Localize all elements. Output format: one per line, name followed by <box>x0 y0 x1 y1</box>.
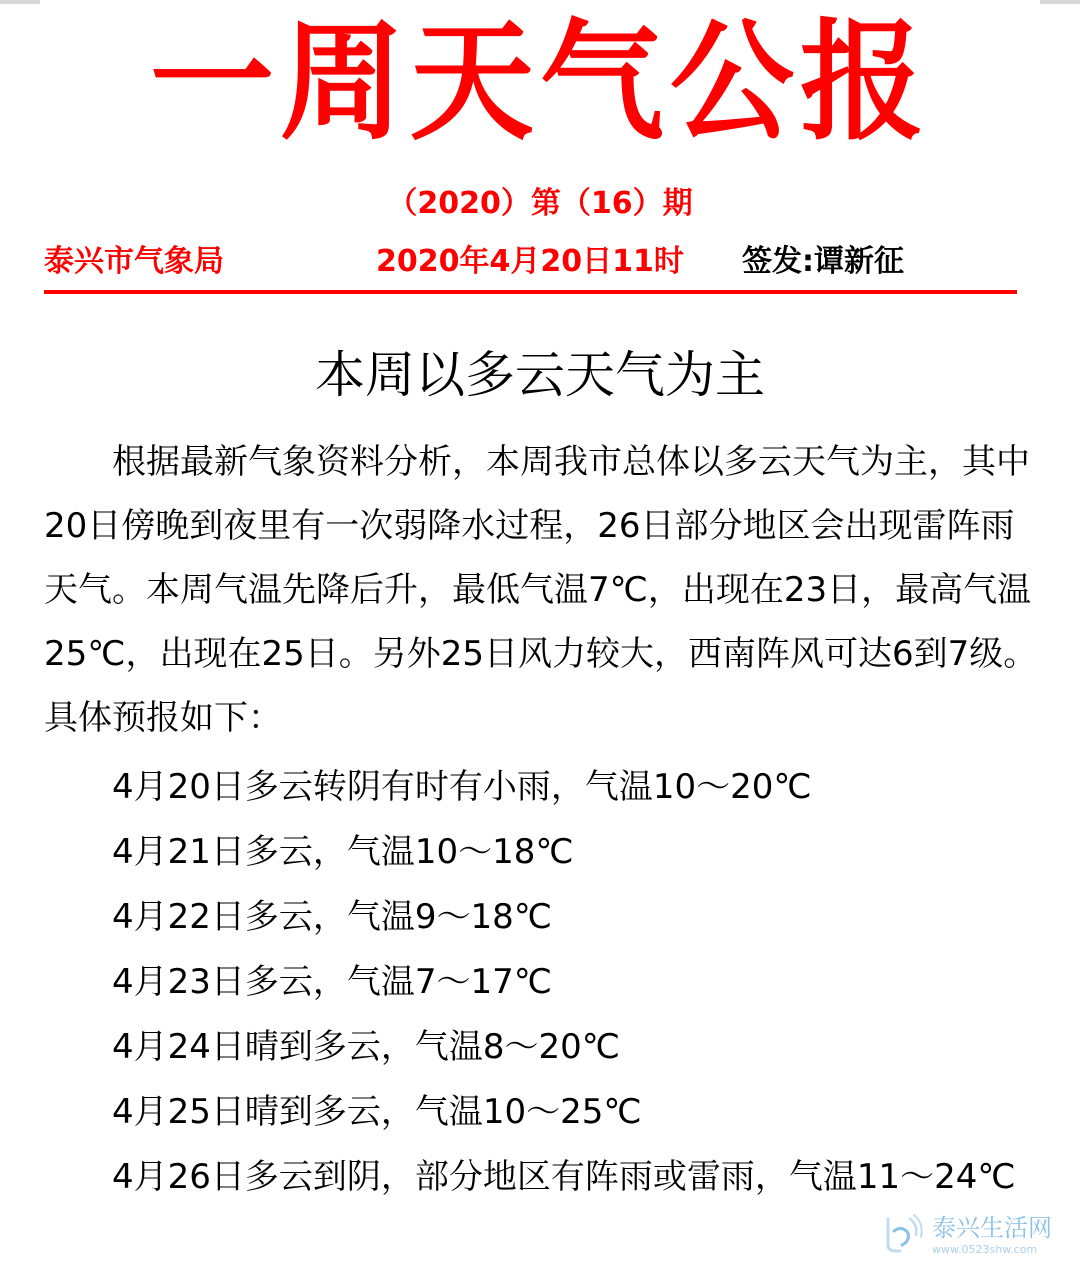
header-divider <box>44 290 1017 294</box>
site-watermark <box>880 1211 1052 1259</box>
forecast-item: 4月26日多云到阴，部分地区有阵雨或雷雨，气温11～24℃ <box>112 1157 1016 1197</box>
forecast-item: 4月22日多云，气温9～18℃ <box>112 897 552 937</box>
forecast-list <box>112 755 1016 1210</box>
signer: 签发:谭新征 <box>742 244 904 279</box>
issue-date: 2020年4月20日11时 <box>376 244 684 279</box>
forecast-item: 4月21日多云，气温10～18℃ <box>112 832 574 872</box>
forecast-item: 4月23日多云，气温7～17℃ <box>112 962 552 1002</box>
article-headline: 本周以多云天气为主 <box>315 346 765 404</box>
issuing-bureau: 泰兴市气象局 <box>44 244 224 279</box>
watermark-site-url: www.0523shw.com <box>932 1242 1038 1256</box>
issue-number: （2020）第（16）期 <box>387 186 693 221</box>
forecast-item: 4月25日晴到多云，气温10～25℃ <box>112 1092 642 1132</box>
forecast-item: 4月24日晴到多云，气温8～20℃ <box>112 1027 620 1067</box>
watermark-site-name: 泰兴生活网 <box>932 1213 1052 1242</box>
bulletin-title: 一周天气公报 <box>149 7 930 159</box>
site-logo-icon <box>880 1211 924 1259</box>
article-summary: 根据最新气象资料分析，本周我市总体以多云天气为主，其中20日傍晚到夜里有一次弱降水过程，26日部分地区会出现雷阵雨天气。本周气温先降后升，最低气温7℃，出现在23日，最高气温25℃，出现在25日。另外25日风力较大，西南阵风可达6到7级。具体预报如下： <box>44 442 1038 738</box>
forecast-item: 4月20日多云转阴有时有小雨，气温10～20℃ <box>112 767 812 807</box>
